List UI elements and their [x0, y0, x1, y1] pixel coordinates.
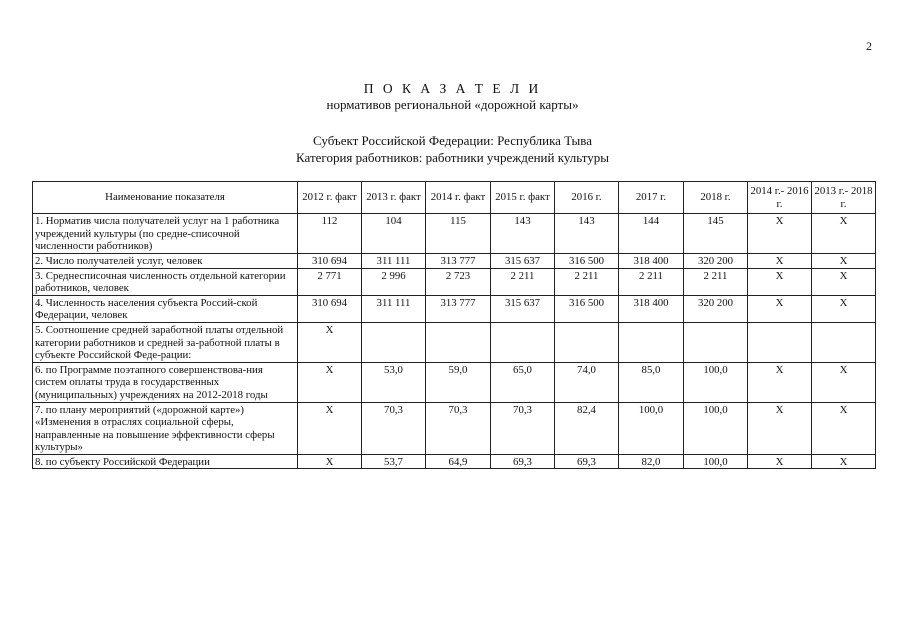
column-header: Наименование показателя: [33, 182, 298, 214]
header-row: [33, 182, 876, 214]
indicator-value: Х: [748, 295, 812, 322]
indicator-value: 318 400: [619, 295, 684, 322]
indicator-value: Х: [812, 268, 876, 295]
indicator-name: 8. по субъекту Российской Федерации: [33, 454, 298, 469]
indicator-value: [555, 322, 619, 362]
indicator-value: 143: [491, 214, 555, 254]
indicator-value: 100,0: [684, 454, 748, 469]
indicator-value: Х: [748, 214, 812, 254]
column-header: 2015 г. факт: [491, 182, 555, 214]
indicator-value: 313 777: [426, 295, 491, 322]
indicator-name: 4. Численность населения субъекта Россий-ской Федерации, человек: [33, 295, 298, 322]
indicator-value: 70,3: [362, 402, 426, 454]
table-row: [33, 295, 876, 322]
indicator-value: 74,0: [555, 362, 619, 402]
indicator-value: Х: [812, 454, 876, 469]
indicator-value: 315 637: [491, 253, 555, 268]
indicator-value: 310 694: [298, 295, 362, 322]
indicator-value: 320 200: [684, 295, 748, 322]
indicator-value: 2 996: [362, 268, 426, 295]
indicator-value: Х: [748, 253, 812, 268]
indicator-value: [684, 322, 748, 362]
indicator-value: Х: [812, 253, 876, 268]
indicator-value: 313 777: [426, 253, 491, 268]
indicator-name: 7. по плану мероприятий («дорожной карте») «Изменения в отраслях социальной сферы, направленные на повышение эффективности сферы культуры»: [33, 402, 298, 454]
document-subtitle: нормативов региональной «дорожной карты»: [326, 97, 579, 112]
indicator-value: 70,3: [426, 402, 491, 454]
indicator-value: 143: [555, 214, 619, 254]
indicator-value: Х: [812, 402, 876, 454]
column-header: 2016 г.: [555, 182, 619, 214]
subject-line: Субъект Российской Федерации: Республика Тыва: [313, 133, 592, 148]
indicator-value: 115: [426, 214, 491, 254]
indicator-value: Х: [298, 402, 362, 454]
table-row: [33, 402, 876, 454]
indicator-name: 2. Число получателей услуг, человек: [33, 253, 298, 268]
indicator-value: 65,0: [491, 362, 555, 402]
column-header: 2018 г.: [684, 182, 748, 214]
indicator-value: Х: [812, 295, 876, 322]
indicator-value: 112: [298, 214, 362, 254]
indicator-value: 82,0: [619, 454, 684, 469]
category-line: Категория работников: работники учреждений культуры: [296, 150, 609, 165]
indicator-value: Х: [748, 362, 812, 402]
indicator-value: [812, 322, 876, 362]
column-header: 2014 г.- 2016 г.: [748, 182, 812, 214]
indicator-value: Х: [748, 268, 812, 295]
indicator-value: [362, 322, 426, 362]
indicator-value: Х: [748, 402, 812, 454]
indicator-value: 2 211: [684, 268, 748, 295]
indicator-value: 53,7: [362, 454, 426, 469]
indicators-table: [32, 181, 876, 469]
table-row: [33, 454, 876, 469]
indicator-value: 2 211: [491, 268, 555, 295]
indicator-value: 318 400: [619, 253, 684, 268]
table-row: [33, 322, 876, 362]
column-header: 2014 г. факт: [426, 182, 491, 214]
indicator-value: 2 211: [555, 268, 619, 295]
indicator-value: 320 200: [684, 253, 748, 268]
column-header: 2013 г.- 2018 г.: [812, 182, 876, 214]
table-row: [33, 268, 876, 295]
indicator-value: 145: [684, 214, 748, 254]
indicator-name: 5. Соотношение средней заработной платы отдельной категории работников и средней за-работной платы в субъекте Российской Феде-рации:: [33, 322, 298, 362]
indicator-value: 70,3: [491, 402, 555, 454]
indicator-value: [619, 322, 684, 362]
indicator-value: 2 211: [619, 268, 684, 295]
indicator-value: 2 771: [298, 268, 362, 295]
indicator-value: Х: [812, 362, 876, 402]
table-row: [33, 362, 876, 402]
indicator-value: 69,3: [491, 454, 555, 469]
indicator-value: Х: [298, 362, 362, 402]
column-header: 2013 г. факт: [362, 182, 426, 214]
page-number: 2: [866, 39, 872, 53]
indicator-name: 3. Среднесписочная численность отдельной категории работников, человек: [33, 268, 298, 295]
indicator-value: 316 500: [555, 253, 619, 268]
indicator-value: 53,0: [362, 362, 426, 402]
indicator-value: Х: [812, 214, 876, 254]
indicator-value: 311 111: [362, 295, 426, 322]
document-title: П О К А З А Т Е Л И: [363, 81, 542, 96]
indicator-value: 64,9: [426, 454, 491, 469]
indicator-value: 144: [619, 214, 684, 254]
indicator-value: 316 500: [555, 295, 619, 322]
indicator-value: 100,0: [684, 402, 748, 454]
indicator-name: 6. по Программе поэтапного совершенствова-ния систем оплаты труда в государственных (муниципальных) учреждениях на 2012-2018 годы: [33, 362, 298, 402]
indicator-value: 69,3: [555, 454, 619, 469]
indicator-value: Х: [748, 454, 812, 469]
indicator-value: 85,0: [619, 362, 684, 402]
indicator-name: 1. Норматив числа получателей услуг на 1 работника учреждений культуры (по средне-списочной численности работников): [33, 214, 298, 254]
indicator-value: Х: [298, 322, 362, 362]
indicator-value: 100,0: [619, 402, 684, 454]
indicator-value: 59,0: [426, 362, 491, 402]
indicator-value: 100,0: [684, 362, 748, 402]
column-header: 2012 г. факт: [298, 182, 362, 214]
indicator-value: 315 637: [491, 295, 555, 322]
table-row: [33, 214, 876, 254]
indicator-value: [491, 322, 555, 362]
indicator-value: 104: [362, 214, 426, 254]
indicator-value: [426, 322, 491, 362]
indicator-value: 311 111: [362, 253, 426, 268]
indicator-value: Х: [298, 454, 362, 469]
table-row: [33, 253, 876, 268]
column-header: 2017 г.: [619, 182, 684, 214]
indicator-value: 82,4: [555, 402, 619, 454]
indicator-value: 2 723: [426, 268, 491, 295]
indicator-value: 310 694: [298, 253, 362, 268]
indicator-value: [748, 322, 812, 362]
